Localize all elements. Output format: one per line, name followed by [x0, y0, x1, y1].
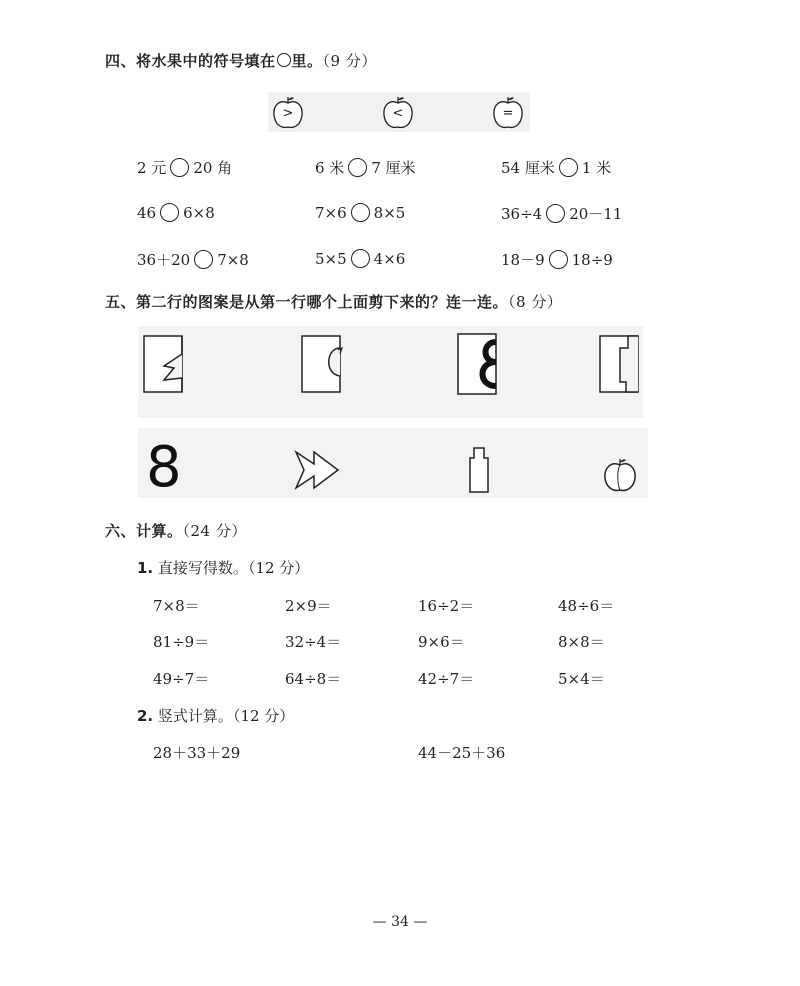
page-number: — 34 —: [372, 914, 428, 930]
calc-item: 8×8＝: [558, 633, 605, 651]
compare-item: 5×5 4×6: [315, 249, 406, 268]
vertical-calc-item: 44－25＋36: [418, 744, 506, 762]
calc-item: 9×6＝: [418, 633, 465, 651]
calc-item: 64÷8＝: [285, 670, 342, 688]
calc-item: 32÷4＝: [285, 633, 342, 651]
answer-circle[interactable]: [559, 158, 578, 177]
calc-item: 5×4＝: [558, 670, 605, 688]
calc-item: 42÷7＝: [418, 670, 475, 688]
compare-item: 2 元 20 角: [137, 159, 233, 177]
section-4-title: 四、将水果中的符号填在 里。（9 分）: [105, 52, 377, 70]
fruit-less: [381, 94, 415, 132]
circle-blank-icon: [277, 53, 291, 67]
fruit-symbol: <: [392, 106, 404, 121]
answer-circle[interactable]: [170, 158, 189, 177]
step-cut-paper[interactable]: [594, 330, 646, 400]
answer-circle[interactable]: [546, 204, 565, 223]
section-6-title: 六、计算。（24 分）: [105, 522, 247, 540]
compare-item: 36÷4 20－11: [501, 204, 623, 223]
fruit-equal: [491, 94, 525, 132]
compare-item: 6 米 7 厘米: [315, 159, 416, 177]
compare-item: 36＋20 7×8: [137, 250, 249, 269]
double-arrow-icon[interactable]: [292, 448, 342, 494]
answer-circle[interactable]: [160, 203, 179, 222]
apple-icon[interactable]: [602, 456, 638, 496]
bottom-shapes-band: [138, 428, 648, 498]
answer-circle[interactable]: [351, 203, 370, 222]
figure-eight-cut-paper[interactable]: [452, 328, 504, 400]
zigzag-cut-paper[interactable]: [138, 330, 190, 400]
calc-item: 48÷6＝: [558, 597, 615, 615]
compare-item: 54 厘米 1 米: [501, 159, 612, 177]
fruit-symbol: =: [502, 106, 514, 121]
section-5-title: 五、第二行的图案是从第一行哪个上面剪下来的？连一连。（8 分）: [105, 293, 563, 311]
compare-item: 46 6×8: [137, 203, 215, 222]
calc-item: 49÷7＝: [153, 670, 210, 688]
fruit-symbol: >: [282, 106, 294, 121]
answer-circle[interactable]: [351, 249, 370, 268]
part-1-title: 1. 直接写得数。（12 分）: [137, 559, 310, 577]
semicircle-cut-paper[interactable]: [296, 330, 348, 400]
top-shapes-band: [138, 326, 643, 418]
fruit-greater: [271, 94, 305, 132]
answer-circle[interactable]: [348, 158, 367, 177]
answer-circle[interactable]: [549, 250, 568, 269]
bottle-icon[interactable]: [462, 444, 496, 496]
calc-item: 2×9＝: [285, 597, 332, 615]
calc-item: 16÷2＝: [418, 597, 475, 615]
vertical-calc-item: 28＋33＋29: [153, 744, 241, 762]
compare-item: 7×6 8×5: [315, 203, 406, 222]
figure-eight-icon[interactable]: 8: [146, 435, 182, 500]
answer-circle[interactable]: [194, 250, 213, 269]
compare-item: 18－9 18÷9: [501, 250, 613, 269]
calc-item: 81÷9＝: [153, 633, 210, 651]
calc-item: 7×8＝: [153, 597, 200, 615]
part-2-title: 2. 竖式计算。（12 分）: [137, 707, 295, 725]
